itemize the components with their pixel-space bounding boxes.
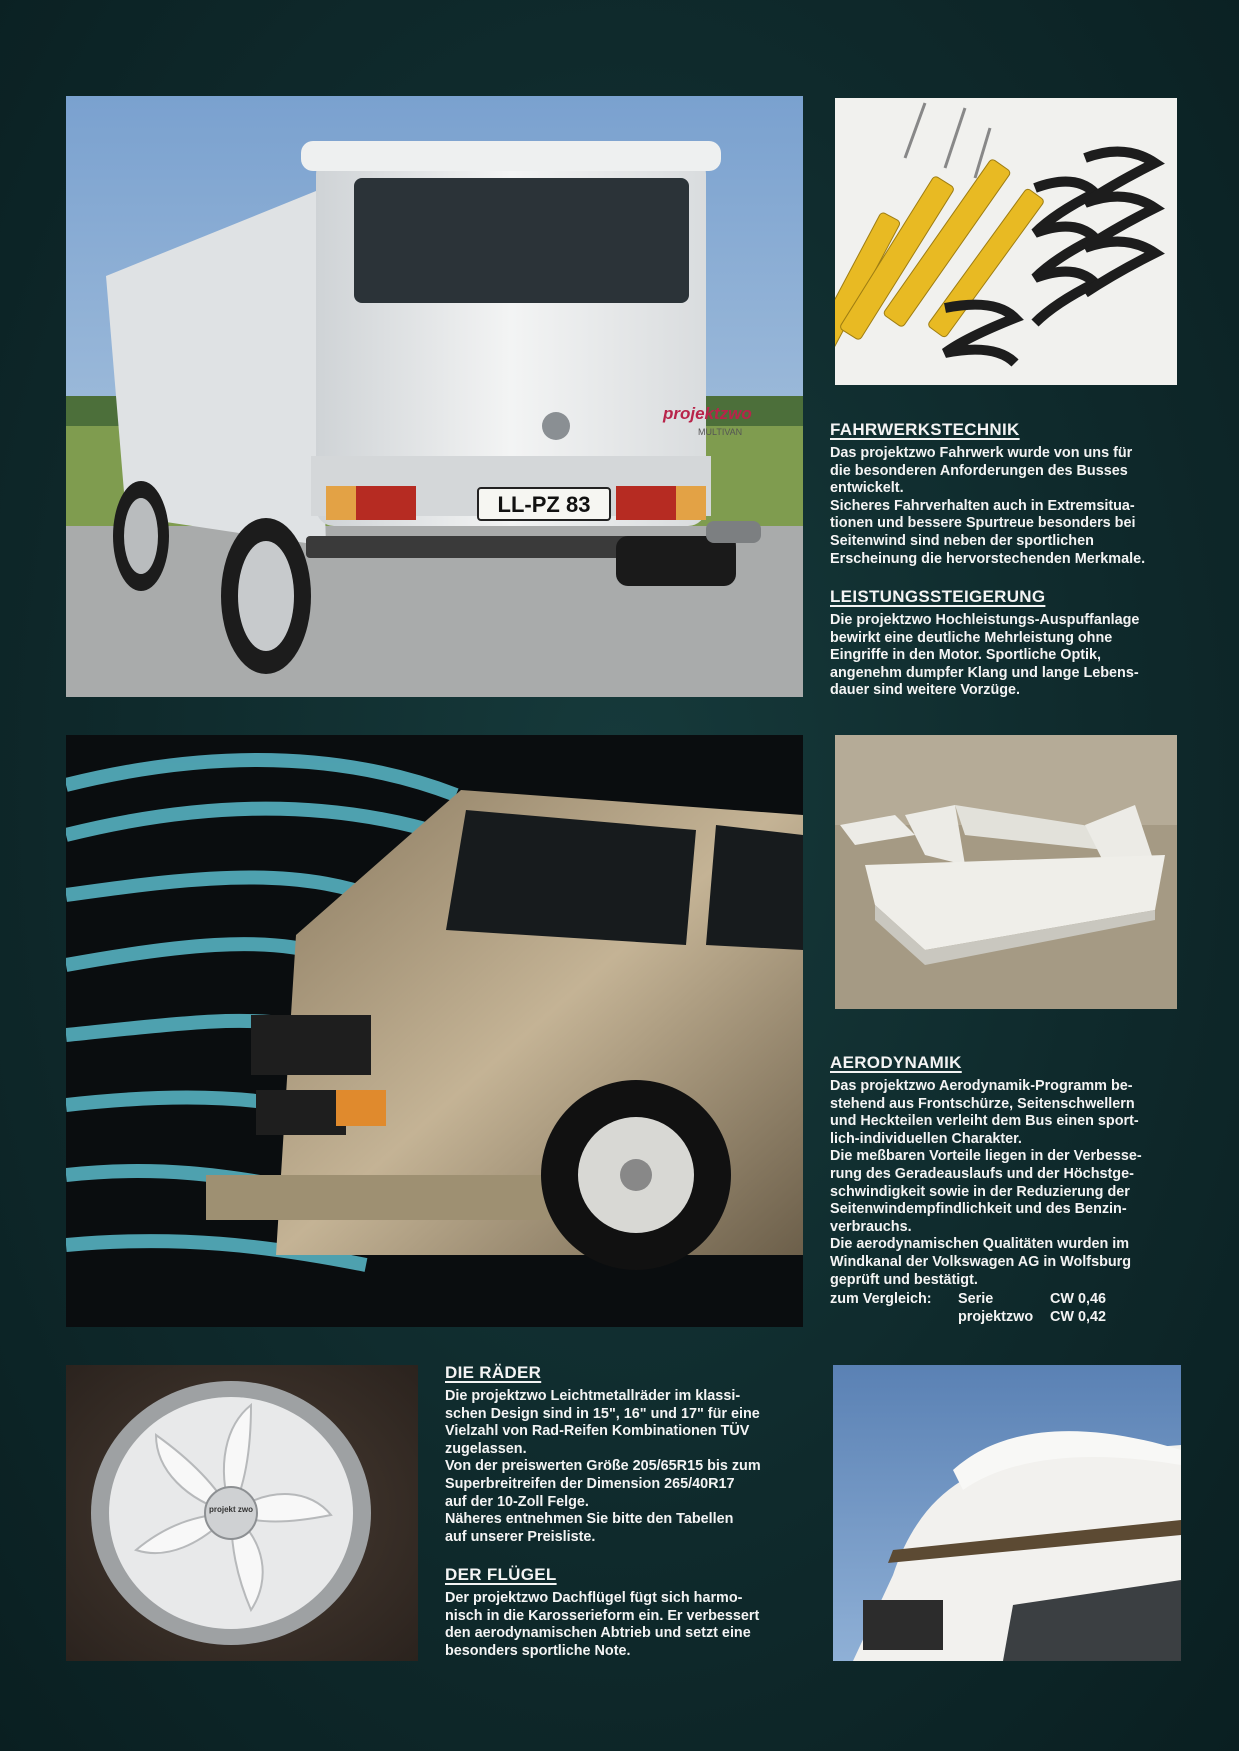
fluegel-section (445, 1565, 815, 1660)
aero-section (830, 1053, 1200, 1326)
compare-value: CW 0,42 (1050, 1308, 1106, 1325)
cw-comparison (830, 1291, 1200, 1326)
cw-row-projektzwo (830, 1309, 1200, 1327)
fahrwerk-body: Das projektzwo Fahrwerk wurde von uns für die besonderen Anforderungen des Busses entwickelt. Sicheres Fahrverhalten auch in Extremsitua- tionen und bessere Spurtreue besonders bei Seitenwind sind neben der sportlichen Erscheinung die hervorstechenden Merkmale. (830, 445, 1146, 567)
suspension-photo (835, 98, 1177, 385)
aero-body: Das projektzwo Aerodynamik-Programm be- stehend aus Frontschürze, Seitenschwellern und Heckteilen verleiht dem Bus einen sport- lich-individuellen Charakter. Die meßbaren Vorteile liegen in der Verbesse- rung des Geradeauslaufs und der Höchstge- schwindigkeit sowie in der Reduzierung der Seitenwindempfindlichkeit und des Benzin- verbrauchs. Die aerodynamischen Qualitäten wurden im Windkanal der Volkswagen AG in Wolfsburg geprüft und bestätigt. (830, 1078, 1142, 1288)
compare-label: zum Vergleich: (830, 1291, 932, 1308)
license-plate: LL-PZ 83 (497, 492, 591, 517)
alloy-wheel-photo (66, 1365, 418, 1661)
compare-value: CW 0,46 (1050, 1291, 1106, 1308)
fluegel-title: DER FLÜGEL (445, 1565, 557, 1584)
raeder-title: DIE RÄDER (445, 1363, 542, 1382)
raeder-body: Die projektzwo Leichtmetallräder im klassi- schen Design sind in 15", 16" und 17" für eine Vielzahl von Rad-Reifen Kombinationen TÜV zugelassen. Von der preiswerten Größe 205/65R15 bis zum Superbreitreifen der Dimension 265/40R17 auf der 10-Zoll Felge. Näheres entnehmen Sie bitte den Tabellen auf unserer Preisliste. (445, 1388, 761, 1545)
wind-tunnel-photo (66, 735, 803, 1327)
fahrwerk-title: FAHRWERKSTECHNIK (830, 420, 1020, 439)
projektzwo-badge: projektzwo (663, 404, 752, 423)
compare-name: projektzwo (958, 1308, 1034, 1325)
fluegel-body: Der projektzwo Dachflügel fügt sich harmo- nisch in die Karosserieform ein. Er verbessert den aerodynamischen Abtrieb und setzt eine besonders sportliche Note. (445, 1590, 760, 1659)
cw-row-serie (830, 1291, 1200, 1309)
hub-brand-label: projekt zwo (208, 1505, 254, 1514)
leistung-title: LEISTUNGSSTEIGERUNG (830, 587, 1046, 606)
compare-name: Serie (958, 1291, 994, 1308)
fahrwerk-section (830, 420, 1200, 568)
rear-van-photo (66, 96, 803, 697)
aero-title: AERODYNAMIK (830, 1053, 962, 1072)
bodykit-photo (835, 735, 1177, 1009)
roof-spoiler-photo (833, 1365, 1181, 1661)
model-badge: MULTIVAN (698, 427, 743, 437)
leistung-section (830, 587, 1200, 700)
raeder-section (445, 1363, 815, 1546)
leistung-body: Die projektzwo Hochleistungs-Auspuffanlage bewirkt eine deutliche Mehrleistung ohne Eingriffe in den Motor. Sportliche Optik, angenehm dumpfer Klang und lange Lebens- dauer sind weitere Vorzüge. (830, 612, 1140, 699)
